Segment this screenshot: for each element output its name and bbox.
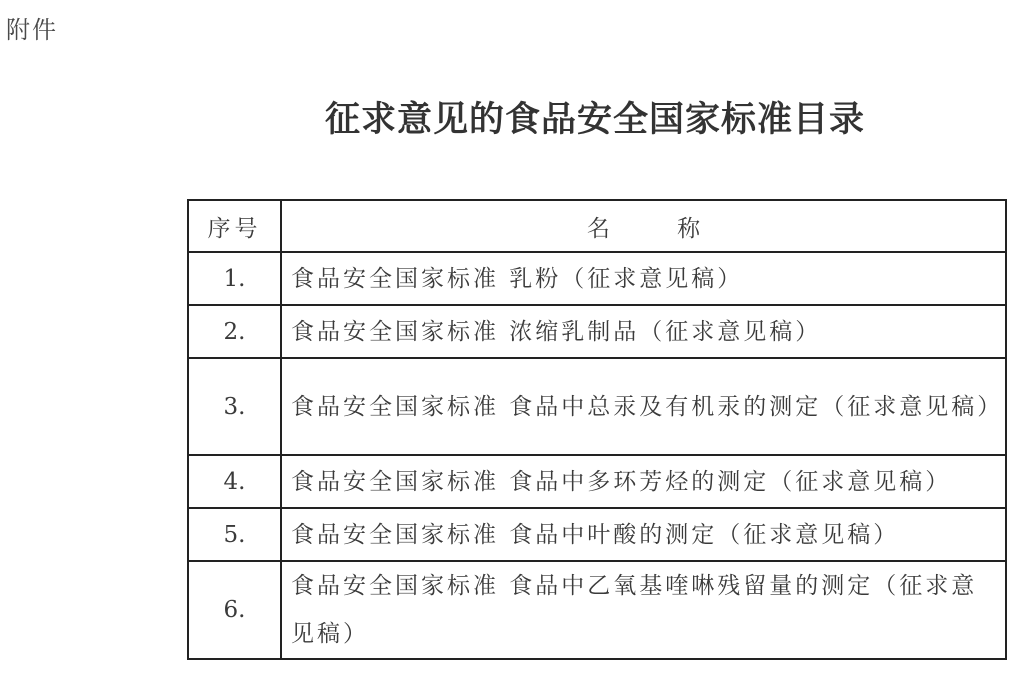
row-standard-name: 食品安全国家标准 浓缩乳制品（征求意见稿） xyxy=(281,305,1006,358)
table-row xyxy=(188,305,1006,358)
row-standard-name: 食品安全国家标准 食品中总汞及有机汞的测定（征求意见稿） xyxy=(281,358,1006,455)
table-row xyxy=(188,252,1006,305)
attachment-label: 附件 xyxy=(6,16,58,44)
row-serial-number: 4. xyxy=(188,455,281,508)
row-standard-name: 食品安全国家标准 食品中叶酸的测定（征求意见稿） xyxy=(281,508,1006,561)
table-row xyxy=(188,561,1006,659)
row-standard-name: 食品安全国家标准 食品中乙氧基喹啉残留量的测定（征求意见稿） xyxy=(281,561,1006,659)
row-serial-number: 3. xyxy=(188,358,281,455)
table-row xyxy=(188,358,1006,455)
table-row xyxy=(188,508,1006,561)
header-serial-number: 序号 xyxy=(188,200,281,252)
document-title: 征求意见的食品安全国家标准目录 xyxy=(324,100,865,140)
row-standard-name: 食品安全国家标准 乳粉（征求意见稿） xyxy=(281,252,1006,305)
row-serial-number: 2. xyxy=(188,305,281,358)
table-row xyxy=(188,455,1006,508)
table-header-row xyxy=(188,200,1006,252)
row-serial-number: 5. xyxy=(188,508,281,561)
row-serial-number: 6. xyxy=(188,561,281,659)
header-name-text: 名 称 xyxy=(586,215,731,242)
row-standard-name: 食品安全国家标准 食品中多环芳烃的测定（征求意见稿） xyxy=(281,455,1006,508)
header-name xyxy=(281,200,1006,252)
row-serial-number: 1. xyxy=(188,252,281,305)
standards-catalog-table xyxy=(187,199,1007,660)
